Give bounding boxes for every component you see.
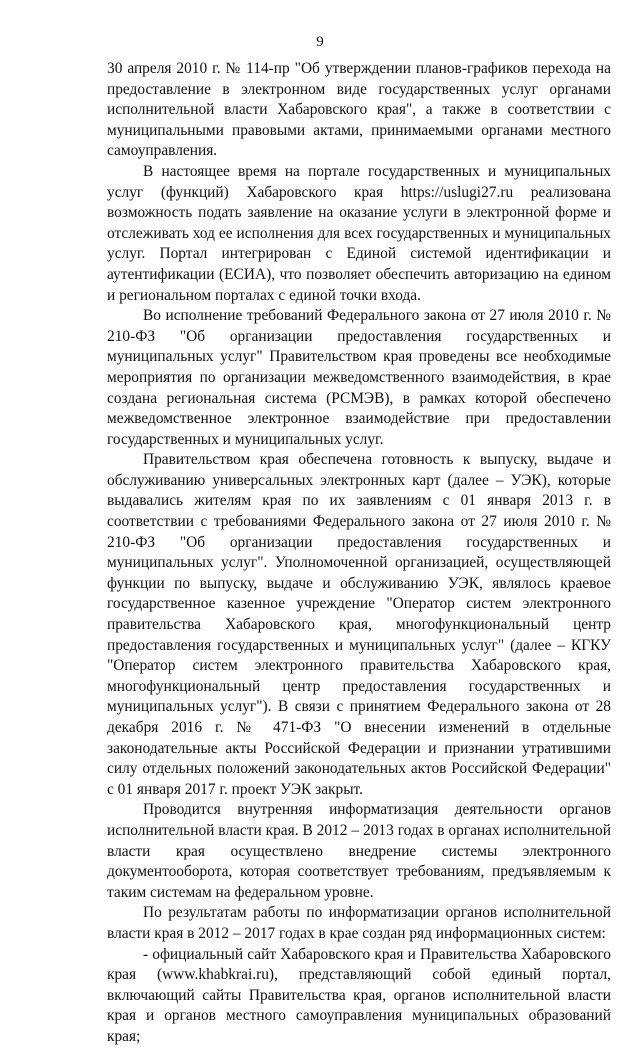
page-number: 9 (316, 34, 324, 50)
paragraph-informatization: Проводится внутренняя информатизация деятельности органов исполнительной власти края. В 2012 – 2013 годах в органах исполнительной власти края осуществлено внедрение системы электронного документооборота, которая соответствует требованиям, предъявляемым к таким системам на федеральном уровне. (107, 801, 611, 901)
paragraph-portal: В настоящее время на портале государственных и муниципальных услуг (функций) Хабаровского края https://uslugi27.ru реализована возможность подать заявление на оказание услуги в электронной форме и отслеживать ход ее исполнения для всех государственных и муниципальных услуг. Портал интегрирован с Единой системой идентификации и аутентификации (ЕСИА), что позволяет обеспечить авторизацию на едином и региональном порталах с единой точки входа. (107, 162, 611, 304)
paragraph-uek: Правительством края обеспечена готовность к выпуску, выдаче и обслуживанию универсальных электронных карт (далее – УЭК), которые выдавались жителям края по их заявлениям с 01 января 2013 г. в соответствии с требованиями Федерального закона от 27 июля 2010 г. № 210-ФЗ "Об организации предоставления государственных и муниципальных услуг". Уполномоченной организацией, осуществляющей функции по выпуску, выдаче и обслуживанию УЭК, являлось краевое государственное казенное учреждение "Оператор систем электронного правительства Хабаровского края, многофункциональный центр предоставления государственных и муниципальных услуг" (далее – КГКУ "Оператор систем электронного правительства Хабаровского края, многофункциональный центр предоставления государственных и муниципальных услуг"). В связи с принятием Федерального закона от 28 декабря 2016 г. № 471-ФЗ "О внесении изменений в отдельные законодательные акты Российской Федерации и признании утратившими силу отдельных положений законодательных актов Российской Федерации" с 01 января 2017 г. проект УЭК закрыт. (107, 451, 611, 798)
paragraph-continuation: 30 апреля 2010 г. № 114-пр "Об утверждении планов-графиков перехода на предоставление в электронном виде государственных услуг органами исполнительной власти Хабаровского края", а также в соответствии с муниципальными правовыми актами, принимаемыми органами местного самоуправления. (107, 60, 611, 160)
list-item-official-site: - официальный сайт Хабаровского края и Правительства Хабаровского края (www.khabkrai.ru), представляющий собой единый портал, включающий сайты Правительства края, органов исполнительной власти края и органов местного самоуправления муниципальных образований края; (107, 945, 611, 1045)
paragraph-federal-law: Во исполнение требований Федерального закона от 27 июля 2010 г. № 210-ФЗ "Об организации предоставления государственных и муниципальных услуг" Правительством края проведены все необходимые мероприятия по организации межведомственного взаимодействия, в крае создана региональная система (РСМЭВ), в рамках которой обеспечено межведомственное электронное взаимодействие при предоставлении государственных и муниципальных услуг. (107, 307, 611, 448)
paragraph-results: По результатам работы по информатизации органов исполнительной власти края в 2012 – 2017 годах в крае создан ряд информационных систем: (107, 904, 611, 942)
document-body (107, 59, 611, 1048)
